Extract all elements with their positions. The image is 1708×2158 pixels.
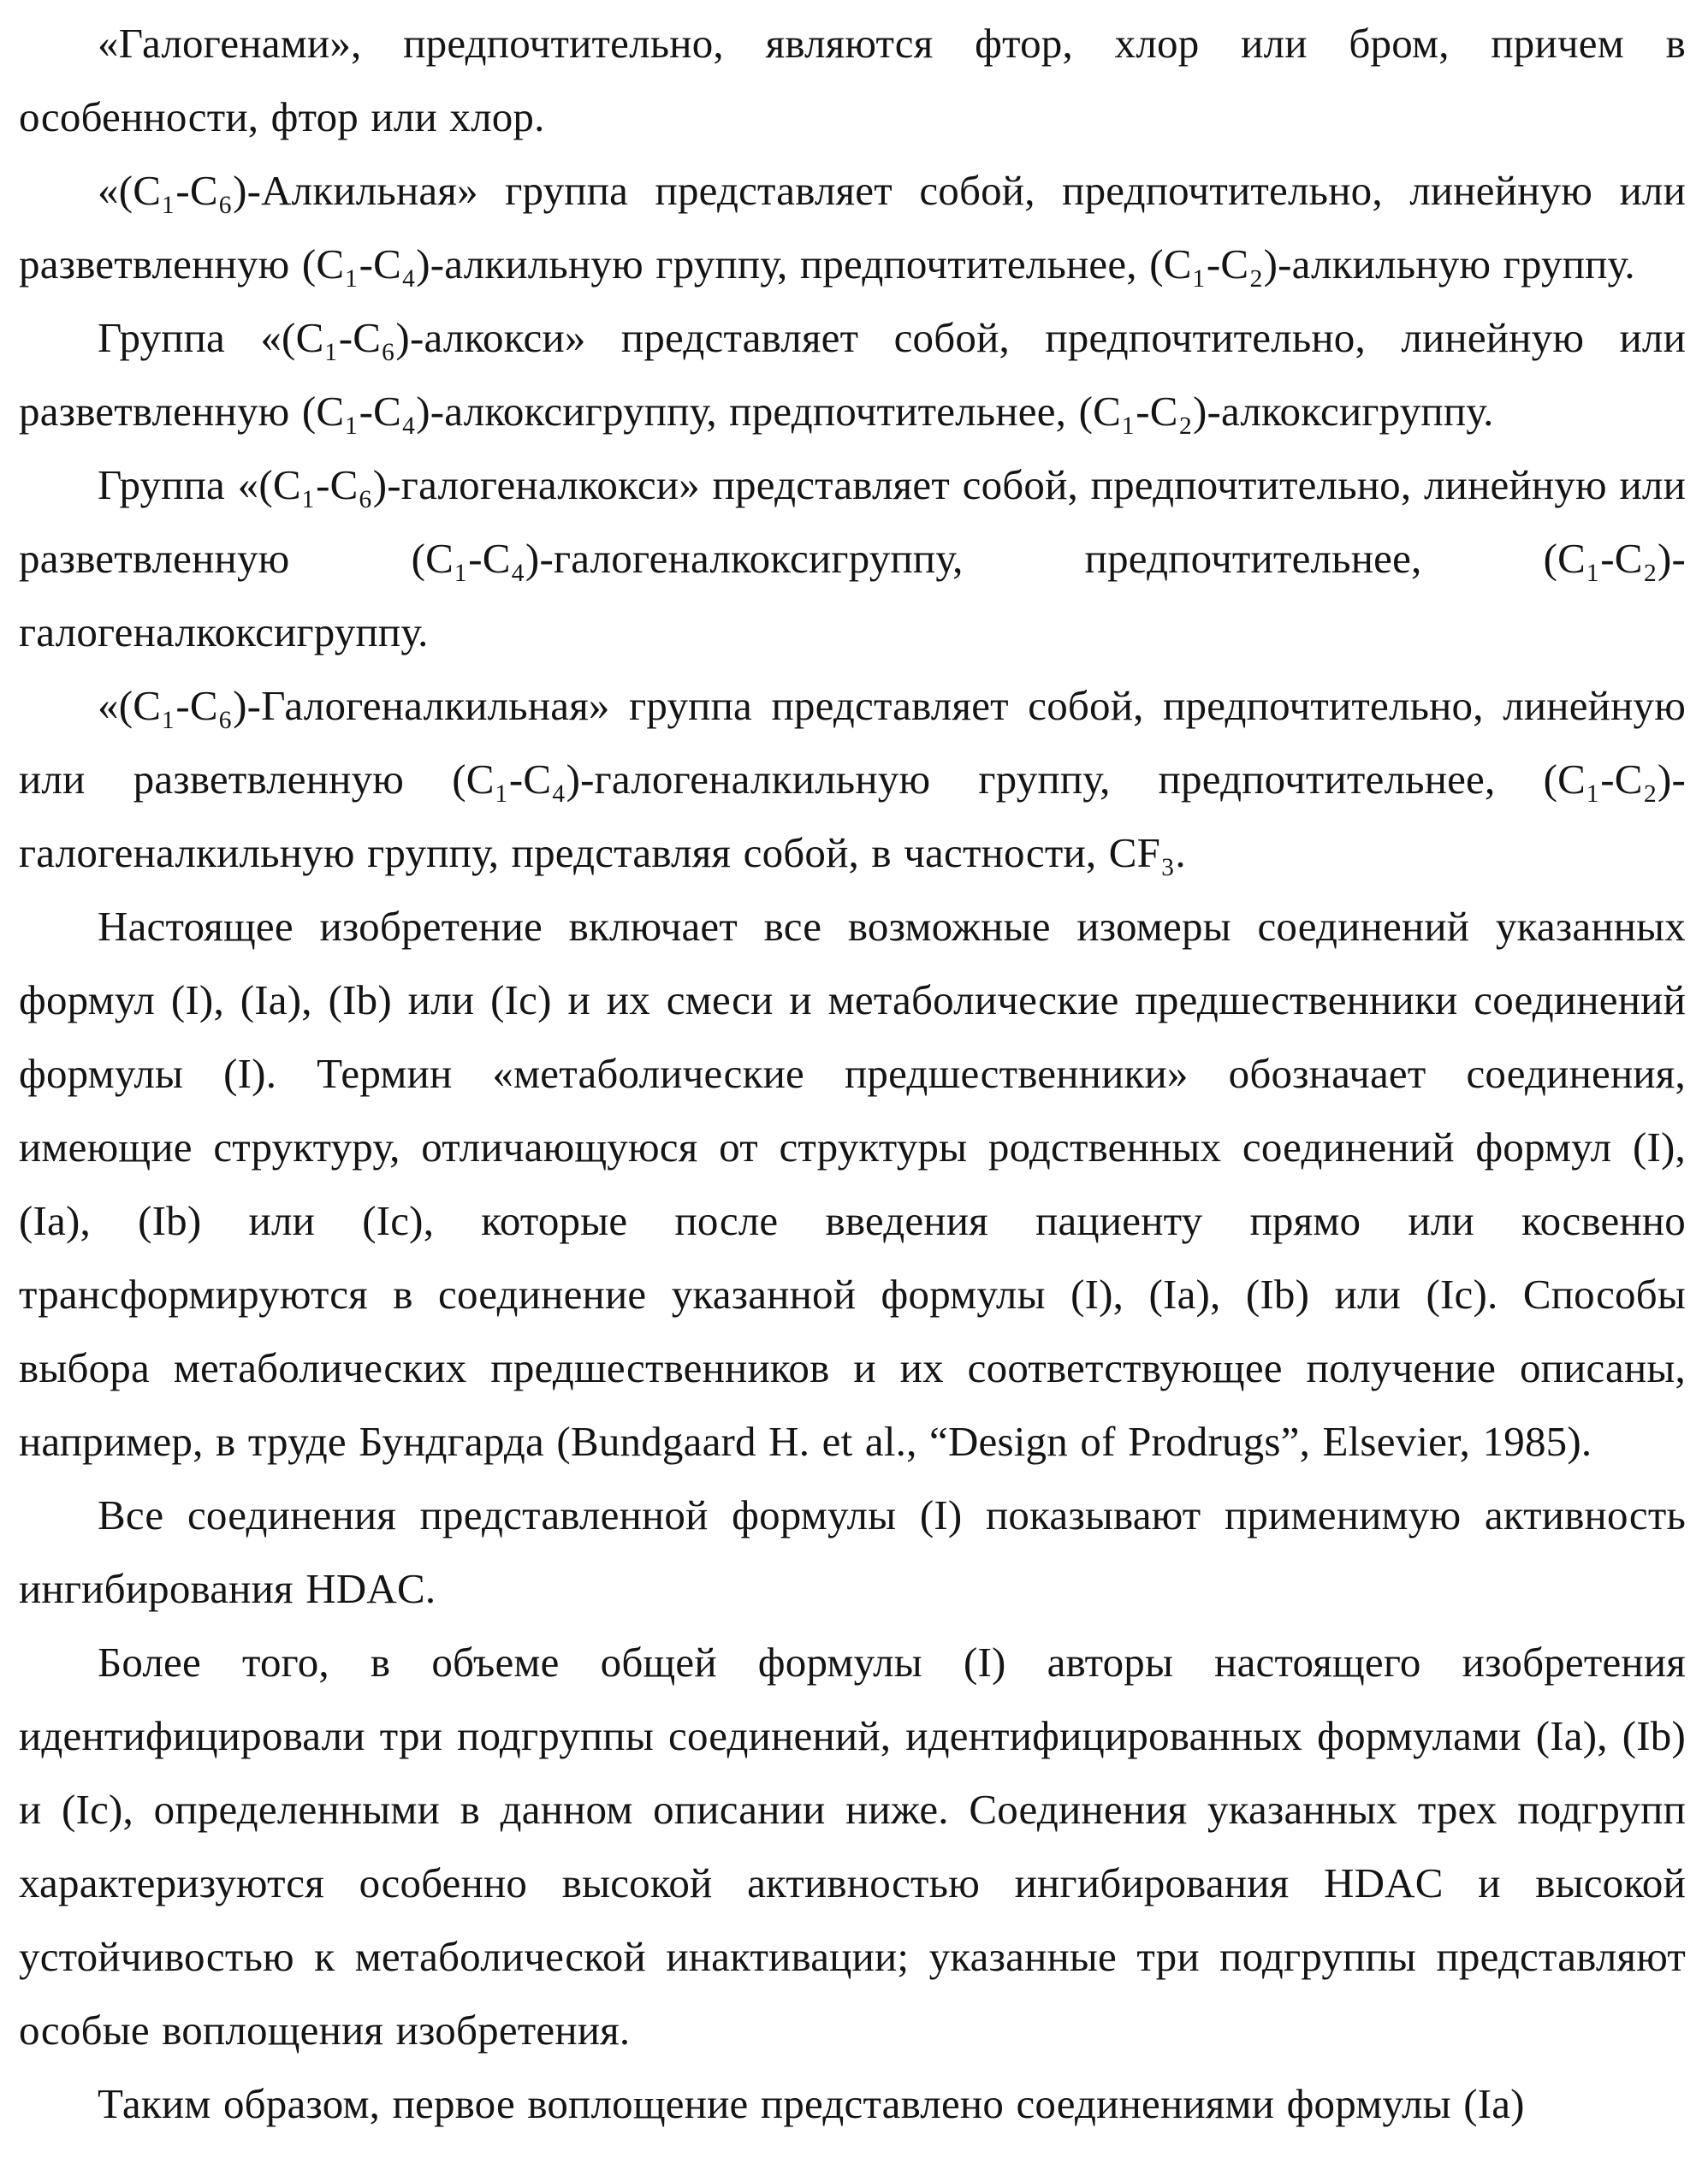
paragraph-alkyl-group: «(C₁-C₆)-Алкильная» группа представляет собой, предпочтительно, линейную или разветвленную (C₁-C₄)-алкильную группу, предпочтительнее, (C₁-C₂)-алкильную группу. xyxy=(19,167,1686,288)
paragraph-isomers-precursors: Настоящее изобретение включает все возможные изомеры соединений указанных формул (I), (Ia), (Ib) или (Ic) и их смеси и метаболические предшественники соединений формулы (I). Термин «метаболические предшественники» обозначает соединения, имеющие структуру, отличающуюся от структуры родственных соединений формул (I), (Ia), (Ib) или (Ic), которые после введения пациенту прямо или косвенно трансформируются в соединение указанной формулы (I), (Ia), (Ib) или (Ic). Способы выбора метаболических предшественников и их соответствующее получение описаны, например, в труде Бундгарда (Bundgaard H. et al., “Design of Prodrugs”, Elsevier, 1985). xyxy=(19,903,1686,1465)
paragraph-halogens: «Галогенами», предпочтительно, являются фтор, хлор или бром, причем в особенности, фтор или хлор. xyxy=(19,20,1686,140)
paragraph-haloalkoxy-group: Группа «(C₁-C₆)-галогеналкокси» представляет собой, предпочтительно, линейную или разветвленную (C₁-C₄)-галогеналкоксигруппу, предпочтительнее, (C₁-C₂)-галогеналкоксигруппу. xyxy=(19,461,1686,655)
paragraph-haloalkyl-group: «(C₁-C₆)-Галогеналкильная» группа представляет собой, предпочтительно, линейную или разветвленную (C₁-C₄)-галогеналкильную группу, предпочтительнее, (C₁-C₂)-галогеналкильную группу, представляя собой, в частности, CF₃. xyxy=(19,682,1686,876)
paragraph-alkoxy-group: Группа «(C₁-C₆)-алкокси» представляет собой, предпочтительно, линейную или разветвленную (C₁-C₄)-алкоксигруппу, предпочтительнее, (C₁-C₂)-алкоксигруппу. xyxy=(19,314,1686,435)
paragraph-first-embodiment: Таким образом, первое воплощение представлено соединениями формулы (Ia) xyxy=(98,2080,1525,2127)
paragraph-hdac-activity: Все соединения представленной формулы (I) показывают применимую активность ингибирования HDAC. xyxy=(19,1491,1686,1612)
paragraph-three-subgroups: Более того, в объеме общей формулы (I) авторы настоящего изобретения идентифицировали три подгруппы соединений, идентифицированных формулами (Ia), (Ib) и (Ic), определенными в данном описании ниже. Соединения указанных трех подгрупп характеризуются особенно высокой активностью ингибирования HDAC и высокой устойчивостью к метаболической инактивации; указанные три подгруппы представляют особые воплощения изобретения. xyxy=(19,1639,1686,2054)
